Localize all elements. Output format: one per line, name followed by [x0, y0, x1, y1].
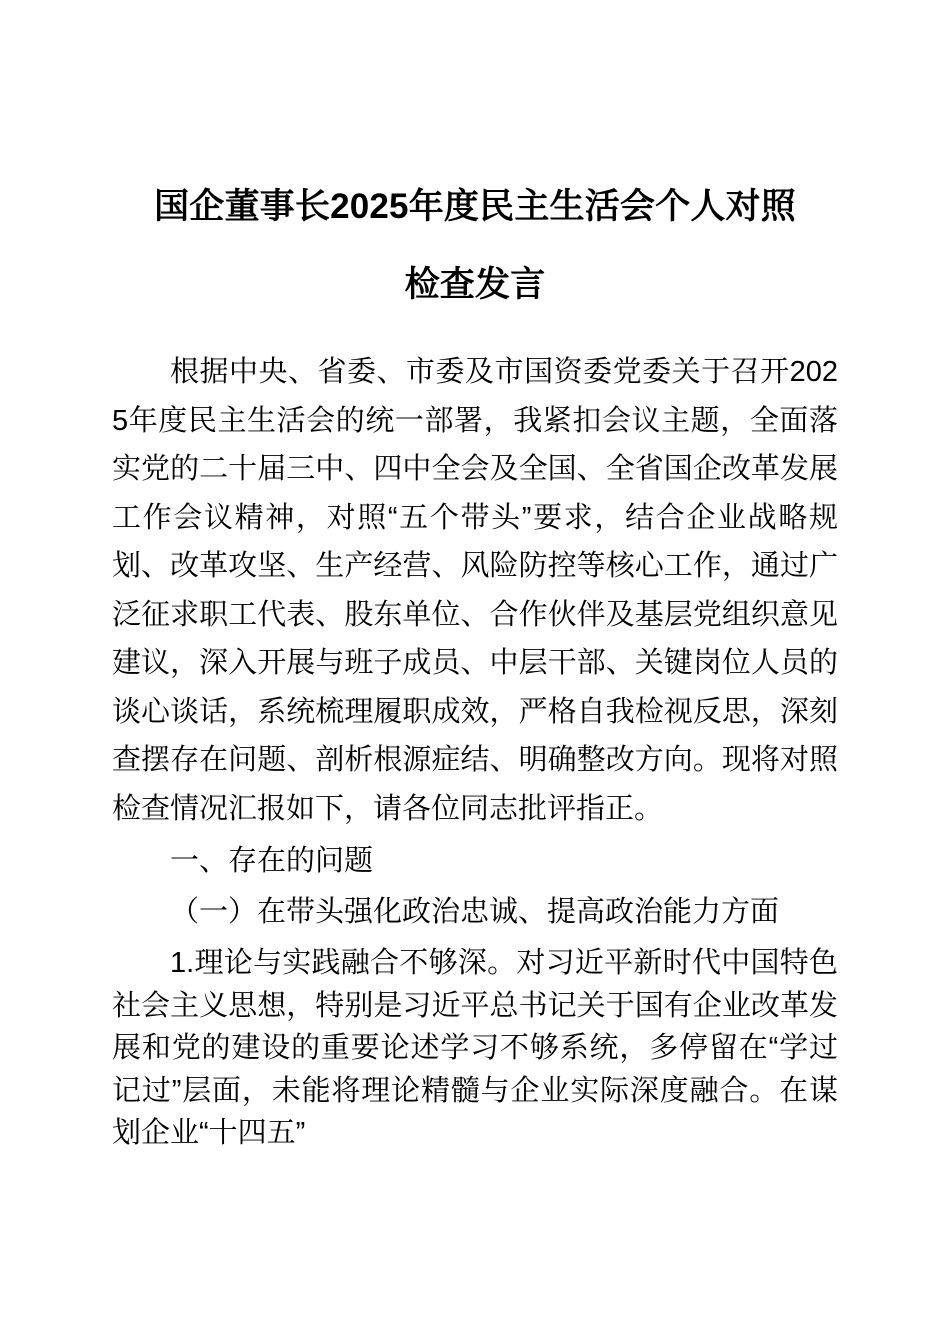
- document-body: [112, 0, 838, 1155]
- opening-paragraph: 根据中央、省委、市委及市国资委党委关于召开2025年度民主生活会的统一部署，我紧扣会议主题，全面落实党的二十届三中、四中全会及全国、全省国企改革发展工作会议精神，对照“五个带头”要求，结合企业战略规划、改革攻坚、生产经营、风险防控等核心工作，通过广泛征求职工代表、股东单位、合作伙伴及基层党组织意见建议，深入开展与班子成员、中层干部、关键岗位人员的谈心谈话，系统梳理履职成效，严格自我检视反思，深刻查摆存在问题、剖析根源症结、明确整改方向。现将对照检查情况汇报如下，请各位同志批评指正。: [112, 356, 838, 825]
- page-title-line-1: 国企董事长2025年度民主生活会个人对照: [154, 187, 796, 226]
- section-heading-existing-problems: 一、存在的问题: [170, 845, 374, 877]
- page-title: [112, 0, 838, 324]
- numbered-item-1: 1.理论与实践融合不够深。对习近平新时代中国特色社会主义思想，特别是习近平总书记关于国有企业改革发展和党的建设的重要论述学习不够系统，多停留在“学过记过”层面，未能将理论精髓与企业实际深度融合。在谋划企业“十四五”: [112, 947, 838, 1149]
- subsection-heading-political-loyalty: （一）在带头强化政治忠诚、提高政治能力方面: [170, 895, 780, 928]
- page-title-line-2: 检查发言: [404, 265, 546, 304]
